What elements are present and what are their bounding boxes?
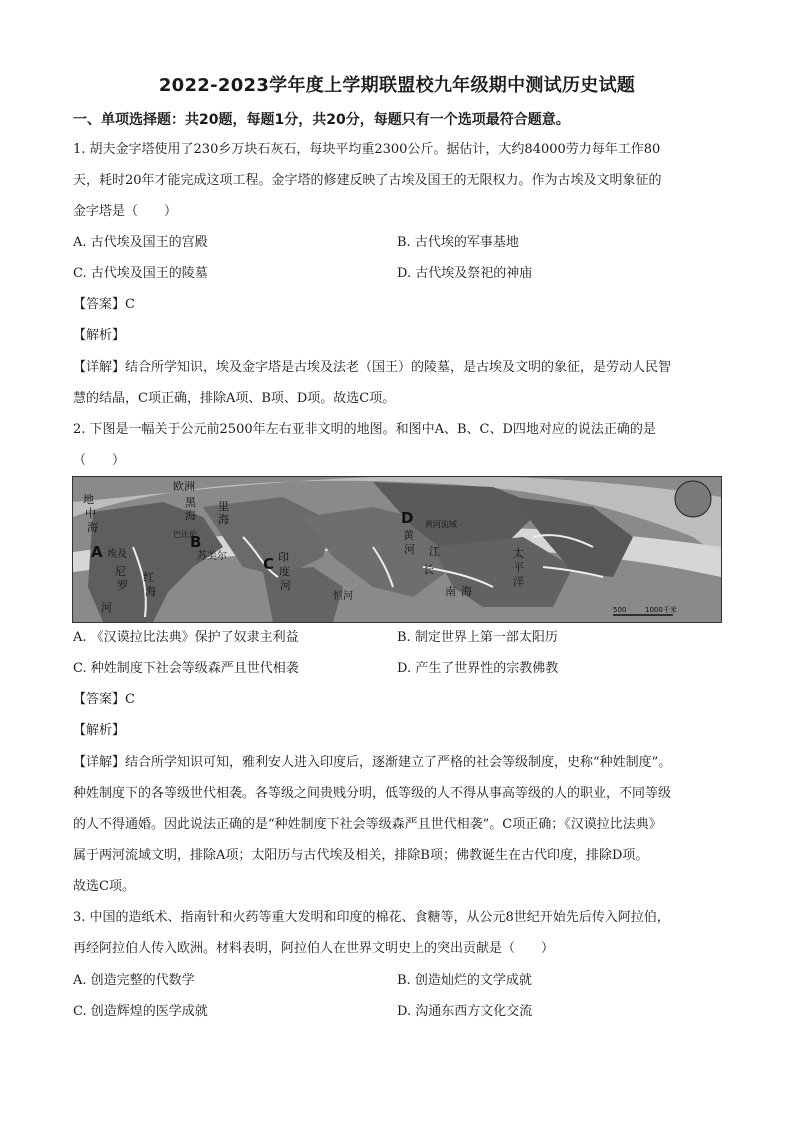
q2-detail-4: 属于两河流域文明，排除A项；太阳历与古代埃及相关，排除B项；佛教诞生在古代印度，排除D项。 (73, 848, 649, 863)
q3-line-2: 再经阿拉伯人传入欧洲。材料表明，阿拉伯人在世界文明史上的突出贡献是（ ） (73, 941, 555, 956)
map-label-5: 海 (185, 509, 196, 522)
map-label-25: 黄 (403, 529, 414, 542)
q2-option-b: B. 制定世界上第一部太阳历 (397, 630, 558, 645)
map-label-32: 南 (445, 585, 456, 598)
map-label-sumer: 苏美尔 (197, 551, 227, 562)
q2-detail-2: 种姓制度下的各等级世代相袭。各等级之间贵贱分明，低等级的人不得从事高等级的人的职业，不同等级 (73, 786, 672, 801)
map-label-7: 海 (218, 513, 229, 526)
q1-option-b: B. 古代埃的军事基地 (397, 235, 519, 250)
map-label-28: 江 (429, 545, 440, 558)
map-label-6: 里 (218, 500, 229, 513)
q1-line-1: 1. 胡夫金字塔使用了230乡万块石灰石，每块平均重2300公斤。据估计，大约84000劳力每年工作80 (73, 142, 661, 157)
map-label-babylon: 巴比伦 (173, 530, 197, 539)
q3-option-b: B. 创造灿烂的文学成就 (397, 973, 532, 988)
map-label-c: C (263, 555, 275, 573)
map-label-30: 平 (513, 561, 524, 574)
q2-option-d: D. 产生了世界性的宗教佛教 (397, 661, 559, 676)
q2-detail-3: 的人不得通婚。因此说法正确的是“种姓制度下社会等级森严且世代相袭”。C项正确；《汉谟拉比法典》 (73, 817, 662, 832)
q2-line-1: 2. 下图是一幅关于公元前2500年左右亚非文明的地图。和图中A、B、C、D四地对应的说法正确的是 (73, 422, 656, 437)
q2-option-c: C. 种姓制度下社会等级森严且世代相袭 (73, 661, 299, 676)
map-scale-500: 500 (613, 606, 627, 614)
q3-line-1: 3. 中国的造纸术、指南针和火药等重大发明和印度的棉花、食糖等，从公元8世纪开始先后传入阿拉伯， (73, 910, 670, 925)
map-label-13: 尼 (115, 565, 126, 578)
map-label-b: B (190, 533, 202, 551)
section-heading: 一、单项选择题：共20题，每题1分，共20分，每题只有一个选项最符合题意。 (73, 112, 570, 128)
map-label-2: 海 (87, 521, 98, 534)
map-label-a: A (91, 543, 103, 561)
map-label-1: 中 (85, 507, 96, 520)
map-label-21: 河 (280, 579, 291, 592)
q3-option-c: C. 创造辉煌的医学成就 (73, 1004, 208, 1019)
map-label-egypt: 埃及 (107, 549, 127, 560)
q1-option-a: A. 古代埃及国王的宫殿 (73, 235, 208, 250)
q2-option-a: A. 《汉谟拉比法典》保护了奴隶主利益 (73, 630, 299, 645)
map-label-0: 地 (83, 493, 94, 506)
q2-detail-1: 【详解】结合所学知识可知，雅利安人进入印度后，逐渐建立了严格的社会等级制度，史称“种姓制度”。 (73, 755, 672, 770)
q1-option-d: D. 古代埃及祭祀的神庙 (397, 266, 533, 281)
map-label-4: 黑 (185, 496, 196, 509)
map-label-15: 河 (101, 601, 112, 614)
map-label-31: 洋 (513, 575, 524, 588)
q3-option-d: D. 沟通东西方文化交流 (397, 1004, 533, 1019)
map-label-16: 红 (143, 571, 154, 584)
q1-line-3: 金字塔是（ ） (73, 204, 178, 219)
page-title: 2022-2023学年度上学期联盟校九年级期中测试历史试题 (158, 75, 636, 96)
map-label-ganges: 恒河 (333, 591, 353, 602)
q2-line-2: （ ） (73, 453, 126, 468)
q1-answer: 【答案】C (73, 297, 135, 312)
map-label-20: 度 (279, 565, 290, 578)
map-label-17: 海 (145, 585, 156, 598)
q1-option-c: C. 古代埃及国王的陵墓 (73, 266, 208, 281)
map-label-yellow-river-basin: 黄河流域 (425, 520, 457, 529)
map-label-26: 河 (404, 543, 415, 556)
q1-detail-1: 【详解】结合所学知识，埃及金字塔是古埃及法老（国王）的陵墓，是古埃及文明的象征，是劳动人民智 (73, 360, 672, 375)
q1-analysis-label: 【解析】 (73, 328, 126, 343)
map-scale-1000: 1000千米 (645, 606, 677, 614)
map-label-d: D (401, 509, 414, 527)
map-label-14: 罗 (117, 579, 128, 592)
map-label-33: 海 (461, 585, 472, 598)
map-label-27: 长 (423, 563, 434, 576)
q1-detail-2: 慧的结晶，C项正确，排除A项、B项、D项。故选C项。 (73, 391, 396, 406)
q2-analysis-label: 【解析】 (73, 723, 126, 738)
q1-line-2: 天，耗时20年才能完成这项工程。金字塔的修建反映了古埃及国王的无限权力。作为古埃及文明象征的 (73, 173, 662, 188)
q3-option-a: A. 创造完整的代数学 (73, 973, 195, 988)
map-label-europe: 欧洲 (173, 480, 195, 493)
ancient-civilizations-map (72, 476, 722, 623)
map-label-19: 印 (278, 551, 289, 564)
q2-answer: 【答案】C (73, 692, 135, 707)
q2-detail-5: 故选C项。 (73, 879, 135, 894)
map-label-29: 太 (513, 547, 524, 560)
